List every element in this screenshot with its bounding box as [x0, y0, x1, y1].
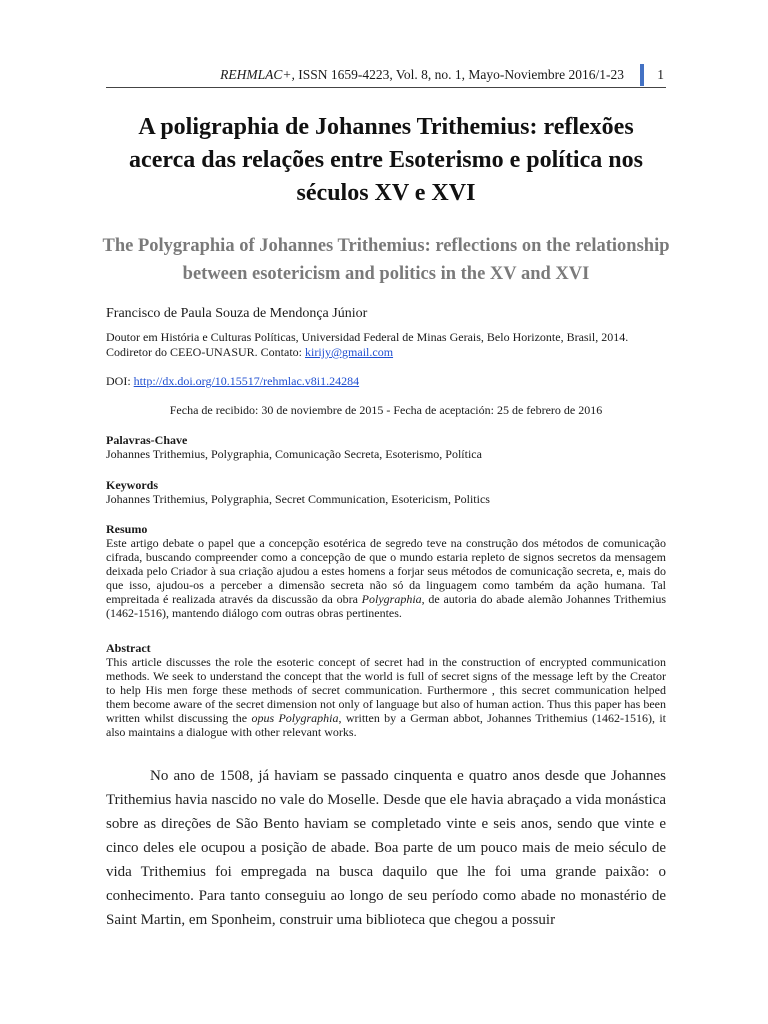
- palavras-chave-section: [106, 433, 666, 461]
- resumo-text-part: Este artigo debate o papel que a concepção esotérica de segredo teve na construção dos métodos de comunicação cifrada, buscando compreender como a concepção de que o mundo estaria repleto de signos secretos da mensagem deixada pelo Criador à sua criação ajudou a estes homens a forjar seus métodos de comunicação secreta, e, mais do que isso, ajudou-os a perceber a dimensão secreta não só da linguagem como também da ação humana. Tal empreitada é realizada através da discussão da obra: [106, 536, 666, 606]
- email-link[interactable]: kirijy@gmail.com: [305, 345, 394, 359]
- doi-label: DOI:: [106, 374, 134, 388]
- keywords-text: Johannes Trithemius, Polygraphia, Secret Communication, Esotericism, Politics: [106, 492, 490, 506]
- abstract-italic-title: opus Polygraphia: [251, 711, 339, 725]
- abstract-section: [106, 641, 666, 739]
- running-header: [106, 64, 666, 88]
- resumo-italic-title: Polygraphia: [361, 592, 422, 606]
- doi-link[interactable]: http://dx.doi.org/10.15517/rehmlac.v8i1.24284: [133, 374, 360, 388]
- page-number: 1: [657, 67, 664, 82]
- resumo-heading: Resumo: [106, 522, 148, 536]
- header-rule: [106, 87, 666, 88]
- issn-volume: ISSN 1659-4223, Vol. 8, no. 1, Mayo-Noviembre 2016/1-23: [298, 67, 624, 82]
- header-accent-bar: [640, 64, 644, 86]
- affiliation-line: Doutor em História e Culturas Políticas, Universidad Federal de Minas Gerais, Belo Horizonte, Brasil, 2014.: [106, 330, 629, 344]
- abstract-text: [106, 655, 666, 739]
- author-name: Francisco de Paula Souza de Mendonça Júnior: [106, 306, 368, 321]
- doi-line: [106, 374, 359, 389]
- abstract-text-part: , written by a German abbot, Johannes Trithemius (1462-1516), it also maintains a dialogue with other relevant works.: [106, 711, 666, 739]
- received-accepted-dates: Fecha de recibido: 30 de noviembre de 2015 - Fecha de aceptación: 25 de febrero de 2016: [169, 403, 603, 417]
- abstract-text-part: This article discusses the role the esoteric concept of secret had in the construction of encrypted communication methods. We seek to understand the concept that the world is full of secret signs of the message left by the Creator to help His men forge these methods of secret communication. Furthermore , this secret communication helped them become aware of the secret dimension not only of language but also of human action. Thus this paper has been written whilst discussing the: [106, 655, 666, 725]
- journal-name: REHMLAC+,: [220, 67, 295, 82]
- abstract-heading: Abstract: [106, 641, 151, 655]
- resumo-text-part: , de autoria do abade alemão Johannes Trithemius (1462-1516), mantendo diálogo com outras obras pertinentes.: [106, 592, 667, 620]
- english-title: The Polygraphia of Johannes Trithemius: reflections on the relationship between esotericism and politics in the XV and XVI: [102, 236, 670, 284]
- keywords-heading: Keywords: [106, 478, 158, 492]
- resumo-text: [106, 536, 666, 620]
- contact-label: Codiretor do CEEO-UNASUR. Contato:: [106, 345, 305, 359]
- resumo-section: [106, 522, 666, 620]
- palavras-chave-text: Johannes Trithemius, Polygraphia, Comunicação Secreta, Esoterismo, Política: [106, 447, 482, 461]
- header-citation: [220, 66, 624, 84]
- palavras-chave-heading: Palavras-Chave: [106, 433, 188, 447]
- contact-line: [106, 345, 666, 360]
- article-title: A poligraphia de Johannes Trithemius: reflexões acerca das relações entre Esoterismo e política nos séculos XV e XVI: [129, 114, 643, 206]
- author-affiliation: [106, 330, 666, 360]
- keywords-section: [106, 478, 666, 506]
- body-paragraph: No ano de 1508, já haviam se passado cinquenta e quatro anos desde que Johannes Trithemius havia nascido no vale do Moselle. Desde que ele havia abraçado a vida monástica sobre as direções de São Bento haviam se completado vinte e seis anos, sendo que vinte e cinco deles ele ocupou a posição de abade. Boa parte de um pouco mais de meio século de vida Trithemius foi empregada na busca daquilo que lhe foi uma grande paixão: o conhecimento. Para tanto conseguiu ao longo de seu período como abade no monastério de Saint Martin, em Sponheim, construir uma biblioteca que chegou a possuir: [106, 768, 666, 928]
